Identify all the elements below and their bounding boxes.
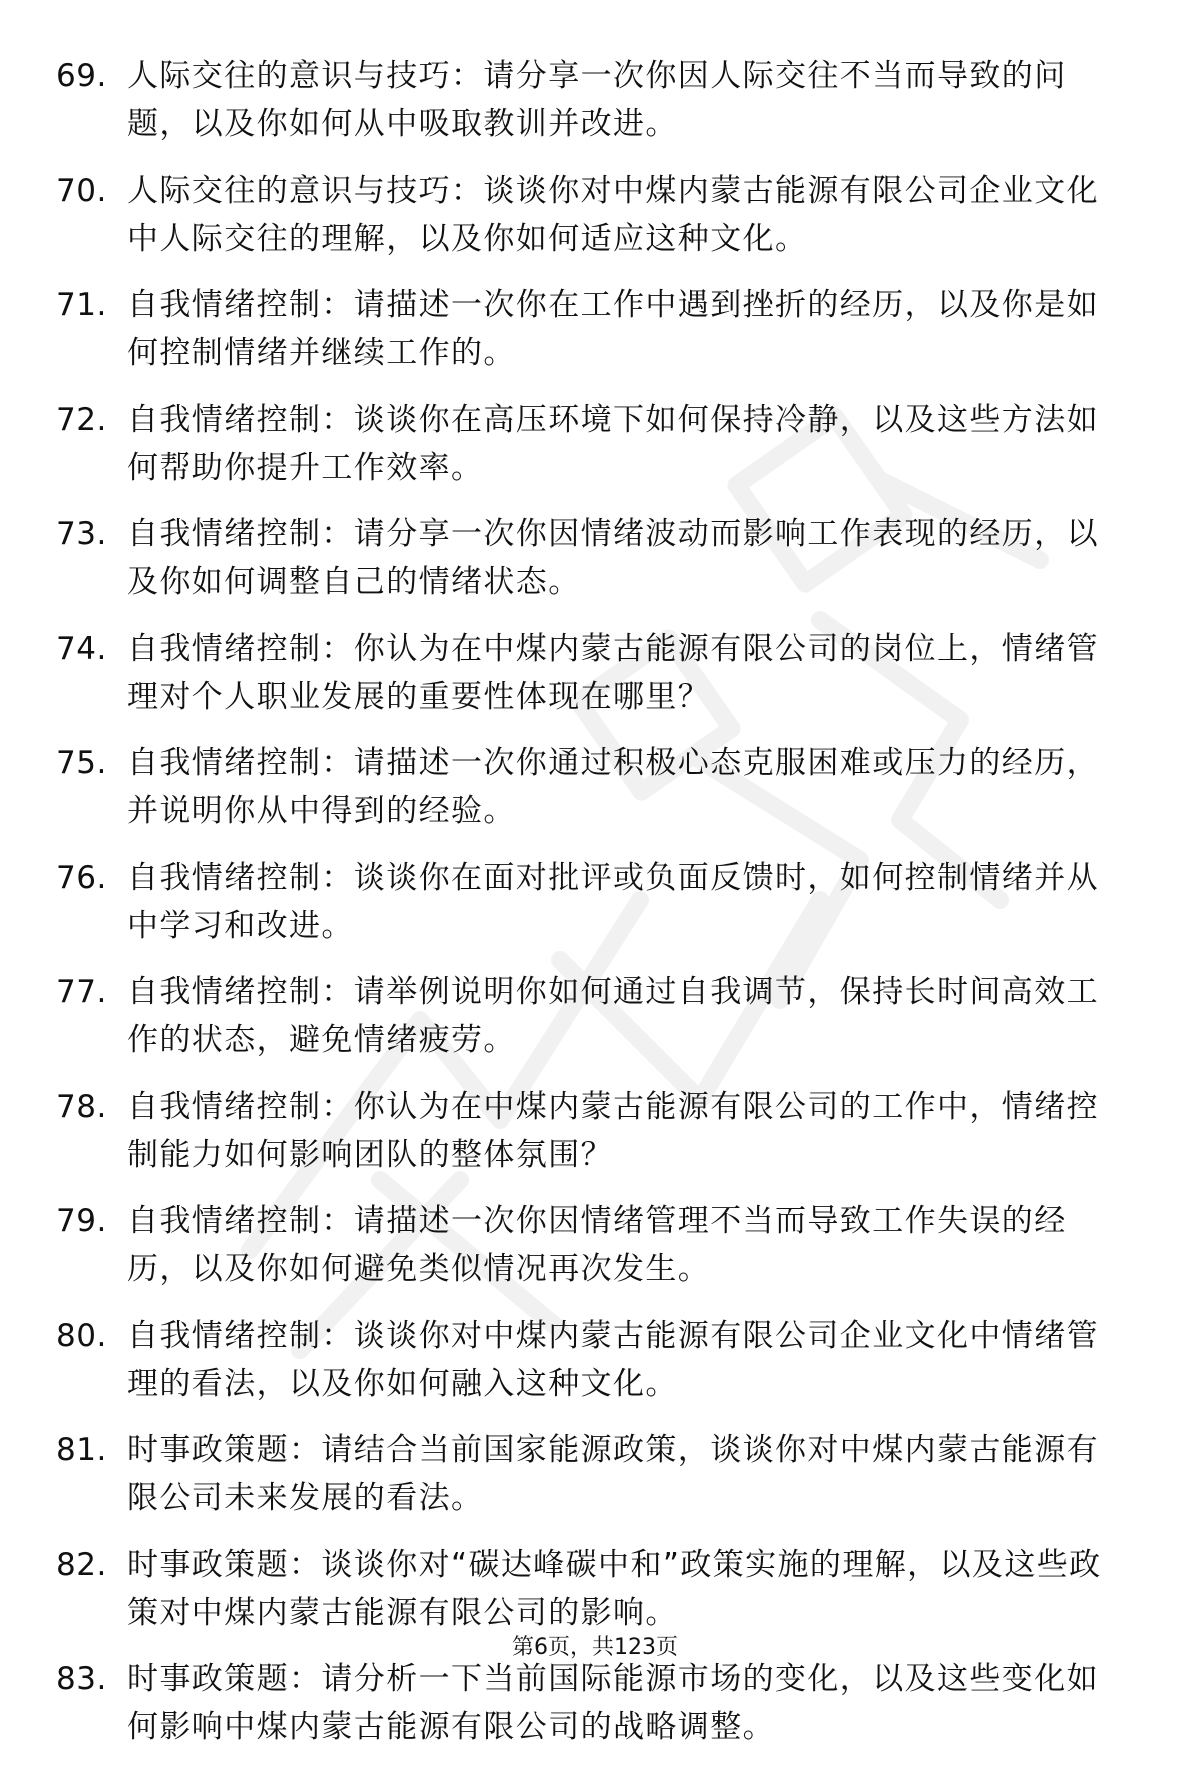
list-item bbox=[56, 1541, 1116, 1637]
question-number: 75. bbox=[56, 745, 107, 781]
list-item bbox=[56, 510, 1116, 606]
question-number: 74. bbox=[56, 630, 107, 667]
question-number: 79. bbox=[56, 1203, 107, 1239]
list-item bbox=[56, 281, 1116, 377]
question-number: 78. bbox=[56, 1088, 107, 1125]
question-text: 时事政策题：请结合当前国家能源政策，谈谈你对中煤内蒙古能源有限公司未来发展的看法。 bbox=[127, 1432, 1099, 1516]
list-item bbox=[56, 52, 1116, 148]
question-number: 82. bbox=[56, 1546, 107, 1583]
question-number: 71. bbox=[56, 287, 107, 323]
question-text: 自我情绪控制：谈谈你在面对批评或负面反馈时，如何控制情绪并从中学习和改进。 bbox=[127, 859, 1099, 944]
question-number: 77. bbox=[56, 974, 107, 1010]
question-text: 自我情绪控制：谈谈你对中煤内蒙古能源有限公司企业文化中情绪管理的看法，以及你如何融入这种文化。 bbox=[127, 1317, 1099, 1402]
question-number: 69. bbox=[56, 58, 107, 94]
list-item bbox=[56, 625, 1116, 721]
question-number: 81. bbox=[56, 1432, 107, 1468]
question-text: 人际交往的意识与技巧：谈谈你对中煤内蒙古能源有限公司企业文化中人际交往的理解，以及你如何适应这种文化。 bbox=[127, 172, 1099, 257]
question-number: 76. bbox=[56, 859, 107, 896]
list-item bbox=[56, 167, 1116, 263]
question-text: 自我情绪控制：你认为在中煤内蒙古能源有限公司的岗位上，情绪管理对个人职业发展的重要性体现在哪里？ bbox=[127, 630, 1099, 715]
question-number: 73. bbox=[56, 516, 107, 552]
list-item bbox=[56, 739, 1116, 835]
question-text: 自我情绪控制：请描述一次你在工作中遇到挫折的经历，以及你是如何控制情绪并继续工作的。 bbox=[127, 287, 1099, 371]
list-item bbox=[56, 1426, 1116, 1522]
list-item bbox=[56, 396, 1116, 492]
question-list bbox=[56, 52, 1116, 1770]
question-text: 自我情绪控制：请描述一次你通过积极心态克服困难或压力的经历，并说明你从中得到的经验。 bbox=[127, 745, 1099, 829]
question-text: 自我情绪控制：谈谈你在高压环境下如何保持冷静，以及这些方法如何帮助你提升工作效率。 bbox=[127, 401, 1099, 486]
list-item bbox=[56, 1655, 1116, 1751]
question-text: 人际交往的意识与技巧：请分享一次你因人际交往不当而导致的问题，以及你如何从中吸取教训并改进。 bbox=[127, 58, 1067, 142]
page-number: 第6页，共123页 bbox=[512, 1635, 678, 1660]
question-text: 自我情绪控制：请描述一次你因情绪管理不当而导致工作失误的经历，以及你如何避免类似情况再次发生。 bbox=[127, 1203, 1067, 1287]
question-text: 时事政策题：请分析一下当前国际能源市场的变化，以及这些变化如何影响中煤内蒙古能源有限公司的战略调整。 bbox=[127, 1661, 1099, 1745]
list-item bbox=[56, 1083, 1116, 1179]
question-text: 自我情绪控制：请分享一次你因情绪波动而影响工作表现的经历，以及你如何调整自己的情绪状态。 bbox=[127, 516, 1099, 600]
question-number: 70. bbox=[56, 172, 107, 209]
question-text: 自我情绪控制：你认为在中煤内蒙古能源有限公司的工作中，情绪控制能力如何影响团队的整体氛围？ bbox=[127, 1088, 1099, 1173]
question-text: 自我情绪控制：请举例说明你如何通过自我调节，保持长时间高效工作的状态，避免情绪疲劳。 bbox=[127, 974, 1099, 1058]
question-number: 83. bbox=[56, 1661, 107, 1697]
question-number: 80. bbox=[56, 1317, 107, 1354]
list-item bbox=[56, 1312, 1116, 1408]
list-item bbox=[56, 1197, 1116, 1293]
question-text: 时事政策题：谈谈你对“碳达峰碳中和”政策实施的理解，以及这些政策对中煤内蒙古能源有限公司的影响。 bbox=[127, 1546, 1102, 1631]
list-item bbox=[56, 968, 1116, 1064]
list-item bbox=[56, 854, 1116, 950]
question-number: 72. bbox=[56, 401, 107, 438]
